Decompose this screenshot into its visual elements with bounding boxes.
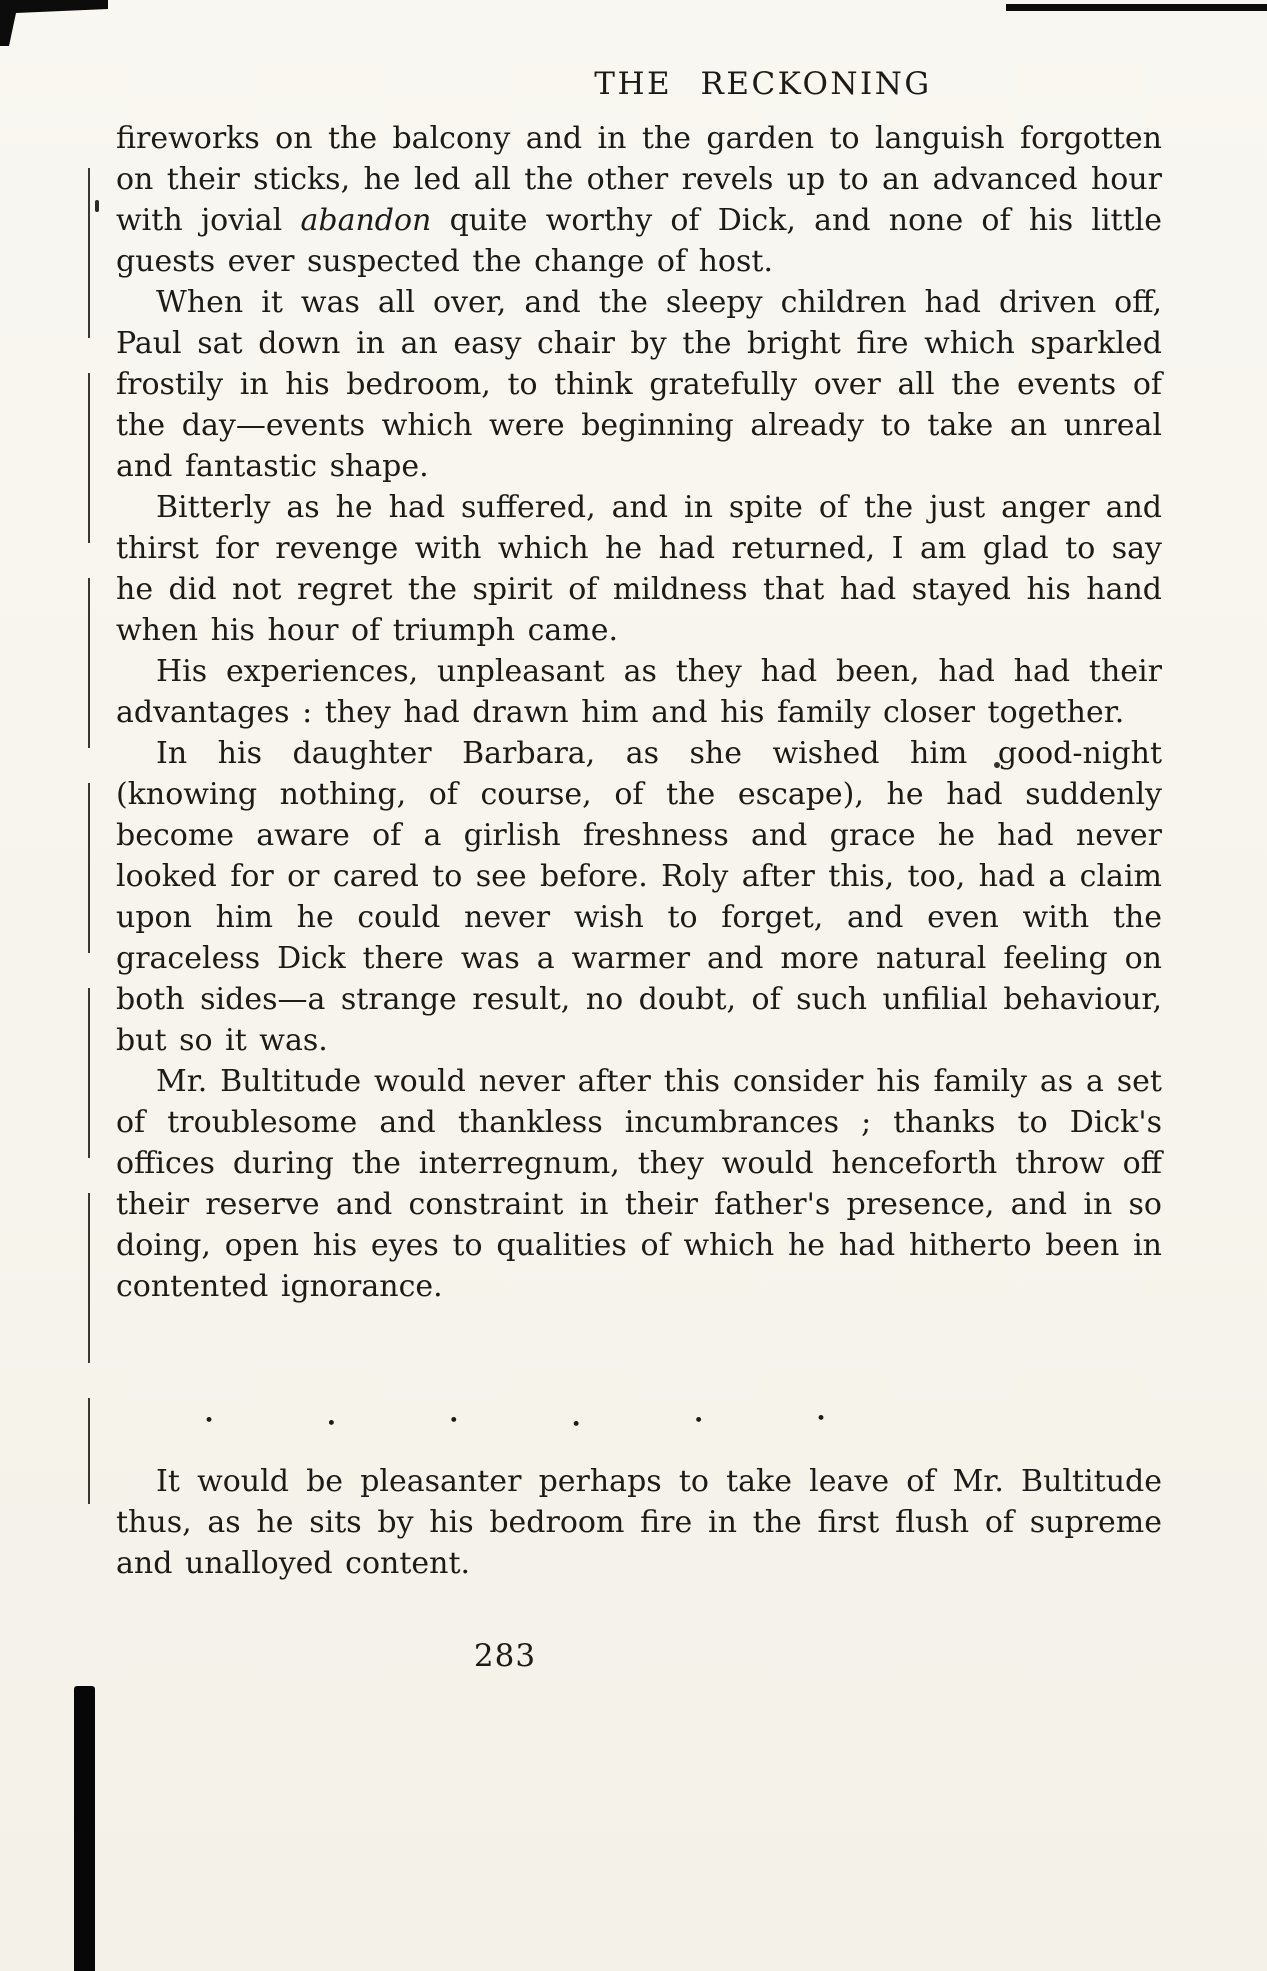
- separator-dot: •: [326, 1414, 337, 1434]
- paragraph: Mr. Bultitude would never after this consider his family as a set of troublesome and thankless incumbrances ; thanks to Dick's offices during the interregnum, they would henceforth throw off their reserve and constraint in their father's presence, and in so doing, open his eyes to qualities of which he had hitherto been in contented ignorance.: [116, 1064, 1162, 1304]
- separator-dot: •: [815, 1409, 826, 1429]
- scan-artifact-left-margin-line: [88, 168, 90, 1504]
- page-content: [116, 64, 1162, 1676]
- italic-word: abandon: [300, 203, 432, 238]
- separator-dot: •: [693, 1411, 704, 1431]
- running-head: THE RECKONING: [594, 66, 932, 102]
- paragraph: His experiences, unpleasant as they had been, had had their advantages : they had drawn him and his family closer together.: [116, 654, 1162, 730]
- paragraph: In his daughter Barbara, as she wished him good-night (knowing nothing, of course, of the escape), he had suddenly become aware of a girlish freshness and grace he had never looked for or cared to see before. Roly after this, too, had a claim upon him he could never wish to forget, and even with the graceless Dick there was a warmer and more natural feeling on both sides—a strange result, no doubt, of such unfilial behaviour, but so it was.: [116, 736, 1162, 1058]
- scan-artifact-bottom-left-bar: [74, 1686, 95, 1971]
- paragraph: [116, 118, 1162, 282]
- page-number: 283: [473, 1638, 537, 1674]
- ink-speck: [95, 200, 99, 212]
- paragraph: It would be pleasanter perhaps to take leave of Mr. Bultitude thus, as he sits by his bedroom fire in the first flush of supreme and unalloyed content.: [116, 1464, 1162, 1581]
- text-block: [116, 118, 1162, 1307]
- separator-dot: •: [448, 1411, 459, 1431]
- paragraph: When it was all over, and the sleepy children had driven off, Paul sat down in an easy chair by the bright fire which sparkled frostily in his bedroom, to think gratefully over all the events of the day—events which were beginning already to take an unreal and fantastic shape.: [116, 285, 1162, 484]
- separator-dot: •: [204, 1411, 215, 1431]
- scan-artifact-top-left: [0, 0, 108, 46]
- closing-text-block: [116, 1461, 1162, 1584]
- scan-artifact-top-right-line: [1006, 4, 1267, 11]
- separator-dot: •: [571, 1415, 582, 1435]
- paragraph-text: quite worthy of Dick, and none of his little guests ever suspected the change of host.: [116, 203, 1162, 279]
- paragraph-text: fireworks on the balcony and in the garden to languish forgotten on their sticks, he led all the other revels up to an advanced hour with jovial: [116, 121, 1162, 238]
- section-separator: [204, 1409, 826, 1435]
- paragraph: Bitterly as he had suffered, and in spite of the just anger and thirst for revenge with which he had returned, I am glad to say he did not regret the spirit of mildness that had stayed his hand when his hour of triumph came.: [116, 490, 1162, 648]
